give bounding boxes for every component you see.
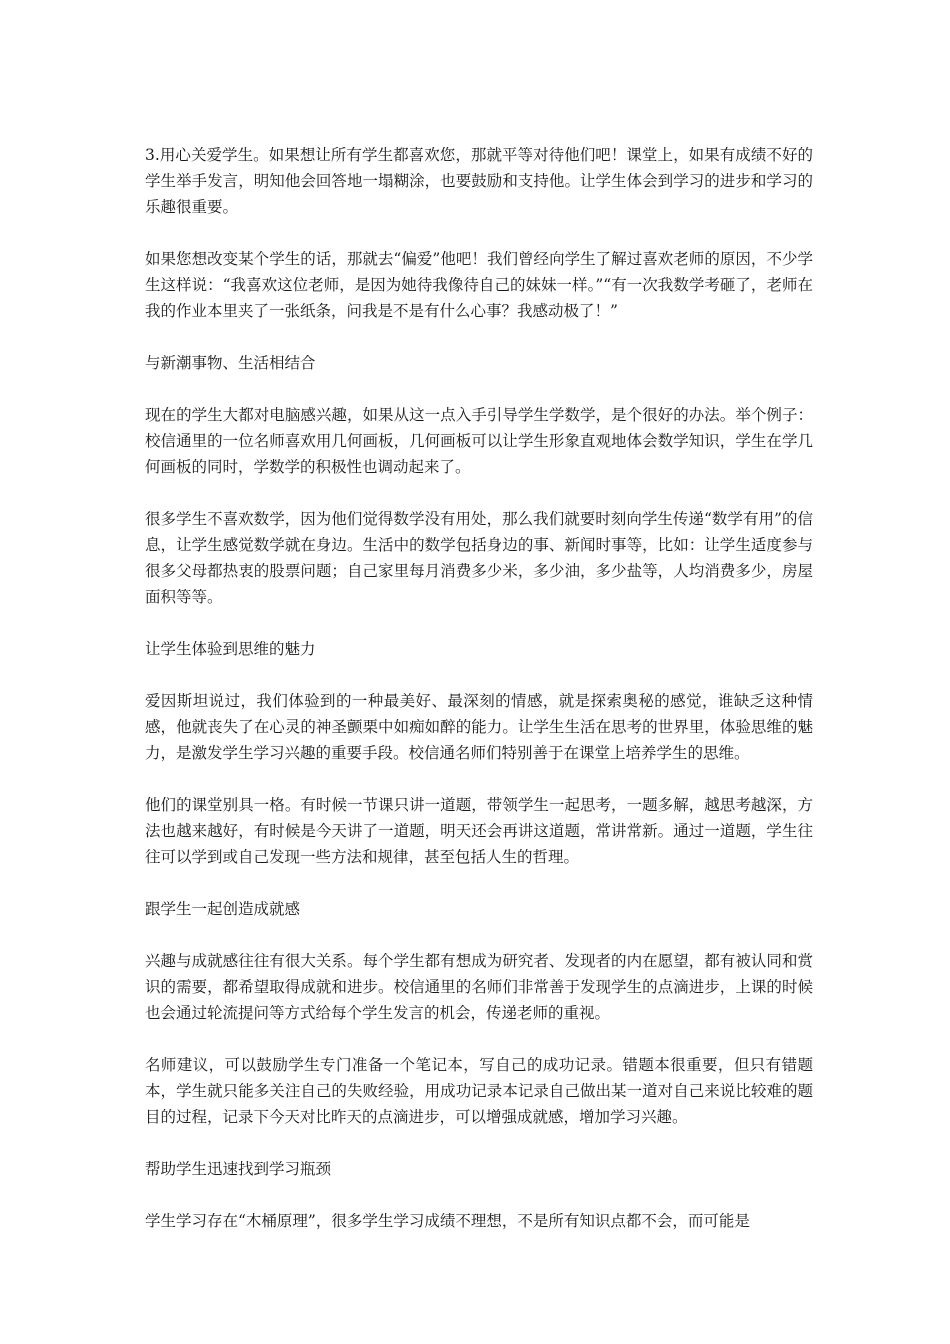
- document-body: [145, 142, 813, 1260]
- paragraph-one-problem-lesson: 他们的课堂别具一格。有时候一节课只讲一道题，带领学生一起思考，一题多解，越思考越深，方法也越来越好，有时候是今天讲了一道题，明天还会再讲这道题，常讲常新。通过一道题，学生往往可以学到或自己发现一些方法和规律，甚至包括人生的哲理。: [145, 796, 813, 866]
- paragraph-care-for-students: 3.用心关爱学生。如果想让所有学生都喜欢您，那就平等对待他们吧！课堂上，如果有成绩不好的学生举手发言，明知他会回答地一塌糊涂，也要鼓励和支持他。让学生体会到学习的进步和学习的乐趣很重要。: [145, 146, 813, 216]
- section-heading-learning-bottleneck: 帮助学生迅速找到学习瓶颈: [145, 1160, 332, 1178]
- section-heading-thinking-charm: 让学生体验到思维的魅力: [145, 640, 316, 658]
- paragraph-einstein-quote: 爱因斯坦说过，我们体验到的一种最美好、最深刻的情感，就是探索奥秘的感觉，谁缺乏这种情感，他就丧失了在心灵的神圣颤栗中如痴如醉的能力。让学生生活在思考的世界里，体验思维的魅力，是激发学生学习兴趣的重要手段。校信通名师们特别善于在课堂上培养学生的思维。: [145, 692, 813, 762]
- paragraph-math-is-useful: 很多学生不喜欢数学，因为他们觉得数学没有用处，那么我们就要时刻向学生传递“数学有用”的信息，让学生感觉数学就在身边。生活中的数学包括身边的事、新闻时事等，比如：让学生适度参与很多父母都热衷的股票问题；自己家里每月消费多少米，多少油，多少盐等，人均消费多少，房屋面积等等。: [145, 510, 813, 606]
- section-heading-achievement: 跟学生一起创造成就感: [145, 900, 301, 918]
- paragraph-success-notebook: 名师建议，可以鼓励学生专门准备一个笔记本，写自己的成功记录。错题本很重要，但只有错题本，学生就只能多关注自己的失败经验，用成功记录本记录自己做出某一道对自己来说比较难的题目的过程，记录下今天对比昨天的点滴进步，可以增强成就感，增加学习兴趣。: [145, 1056, 813, 1126]
- paragraph-barrel-principle: 学生学习存在“木桶原理”，很多学生学习成绩不理想，不是所有知识点都不会，而可能是: [145, 1212, 750, 1230]
- paragraph-interest-and-achievement: 兴趣与成就感往往有很大关系。每个学生都有想成为研究者、发现者的内在愿望，都有被认同和赏识的需要，都希望取得成就和进步。校信通里的名师们非常善于发现学生的点滴进步，上课的时候也会通过轮流提问等方式给每个学生发言的机会，传递老师的重视。: [145, 952, 813, 1022]
- paragraph-geometry-sketchpad: 现在的学生大都对电脑感兴趣，如果从这一点入手引导学生学数学，是个很好的办法。举个例子：校信通里的一位名师喜欢用几何画板，几何画板可以让学生形象直观地体会数学知识，学生在学几何画板的同时，学数学的积极性也调动起来了。: [145, 406, 813, 476]
- section-heading-new-trends: 与新潮事物、生活相结合: [145, 354, 316, 372]
- paragraph-favoritism: 如果您想改变某个学生的话，那就去“偏爱”他吧！我们曾经向学生了解过喜欢老师的原因，不少学生这样说：“我喜欢这位老师，是因为她待我像待自己的妹妹一样。”“有一次我数学考砸了，老师在我的作业本里夹了一张纸条，问我是不是有什么心事？我感动极了！”: [145, 250, 813, 320]
